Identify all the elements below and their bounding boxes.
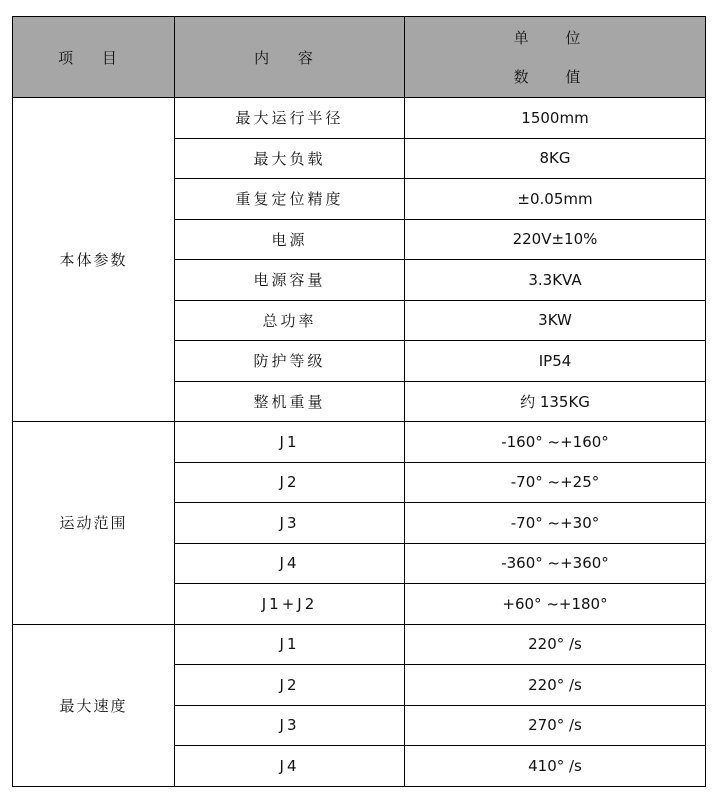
parameter-name: J1 <box>175 422 405 463</box>
parameter-value: 8KG <box>405 138 706 179</box>
parameter-value: 410° /s <box>405 746 706 787</box>
parameter-value: -70° ~+30° <box>405 503 706 544</box>
table-header <box>13 17 706 98</box>
header-unit-label: 单 位 <box>513 29 597 47</box>
parameter-name: 电源 <box>175 219 405 260</box>
parameter-name: 整机重量 <box>175 381 405 422</box>
parameter-name: 重复定位精度 <box>175 179 405 220</box>
parameter-value: 220° /s <box>405 624 706 665</box>
group-label: 运动范围 <box>13 422 175 625</box>
header-row <box>13 17 706 98</box>
table-row <box>13 624 706 665</box>
table-row <box>13 422 706 463</box>
header-item: 项 目 <box>13 17 175 98</box>
parameter-value: -70° ~+25° <box>405 462 706 503</box>
parameter-name: J1+J2 <box>175 584 405 625</box>
parameter-value: 3.3KVA <box>405 260 706 301</box>
parameter-value: 1500mm <box>405 98 706 139</box>
parameter-name: J1 <box>175 624 405 665</box>
parameter-value: 约 135KG <box>405 381 706 422</box>
header-value-label: 数 值 <box>513 68 597 86</box>
parameter-value: 220° /s <box>405 665 706 706</box>
table-row <box>13 98 706 139</box>
group-label: 最大速度 <box>13 624 175 786</box>
parameter-name: 电源容量 <box>175 260 405 301</box>
parameter-name: J4 <box>175 746 405 787</box>
group-label: 本体参数 <box>13 98 175 422</box>
parameter-value: +60° ~+180° <box>405 584 706 625</box>
parameter-value: 3KW <box>405 300 706 341</box>
table-body <box>13 98 706 787</box>
parameter-value: 220V±10% <box>405 219 706 260</box>
parameter-name: J2 <box>175 665 405 706</box>
parameter-value: -360° ~+360° <box>405 543 706 584</box>
parameter-name: 最大负载 <box>175 138 405 179</box>
parameter-value: -160° ~+160° <box>405 422 706 463</box>
parameter-name: J2 <box>175 462 405 503</box>
header-content: 内 容 <box>175 17 405 98</box>
parameter-name: J3 <box>175 503 405 544</box>
parameter-name: 最大运行半径 <box>175 98 405 139</box>
header-unit-value <box>405 17 706 98</box>
spec-table <box>12 16 706 787</box>
parameter-name: 防护等级 <box>175 341 405 382</box>
parameter-name: J3 <box>175 705 405 746</box>
parameter-value: IP54 <box>405 341 706 382</box>
parameter-name: 总功率 <box>175 300 405 341</box>
parameter-value: 270° /s <box>405 705 706 746</box>
parameter-name: J4 <box>175 543 405 584</box>
parameter-value: ±0.05mm <box>405 179 706 220</box>
